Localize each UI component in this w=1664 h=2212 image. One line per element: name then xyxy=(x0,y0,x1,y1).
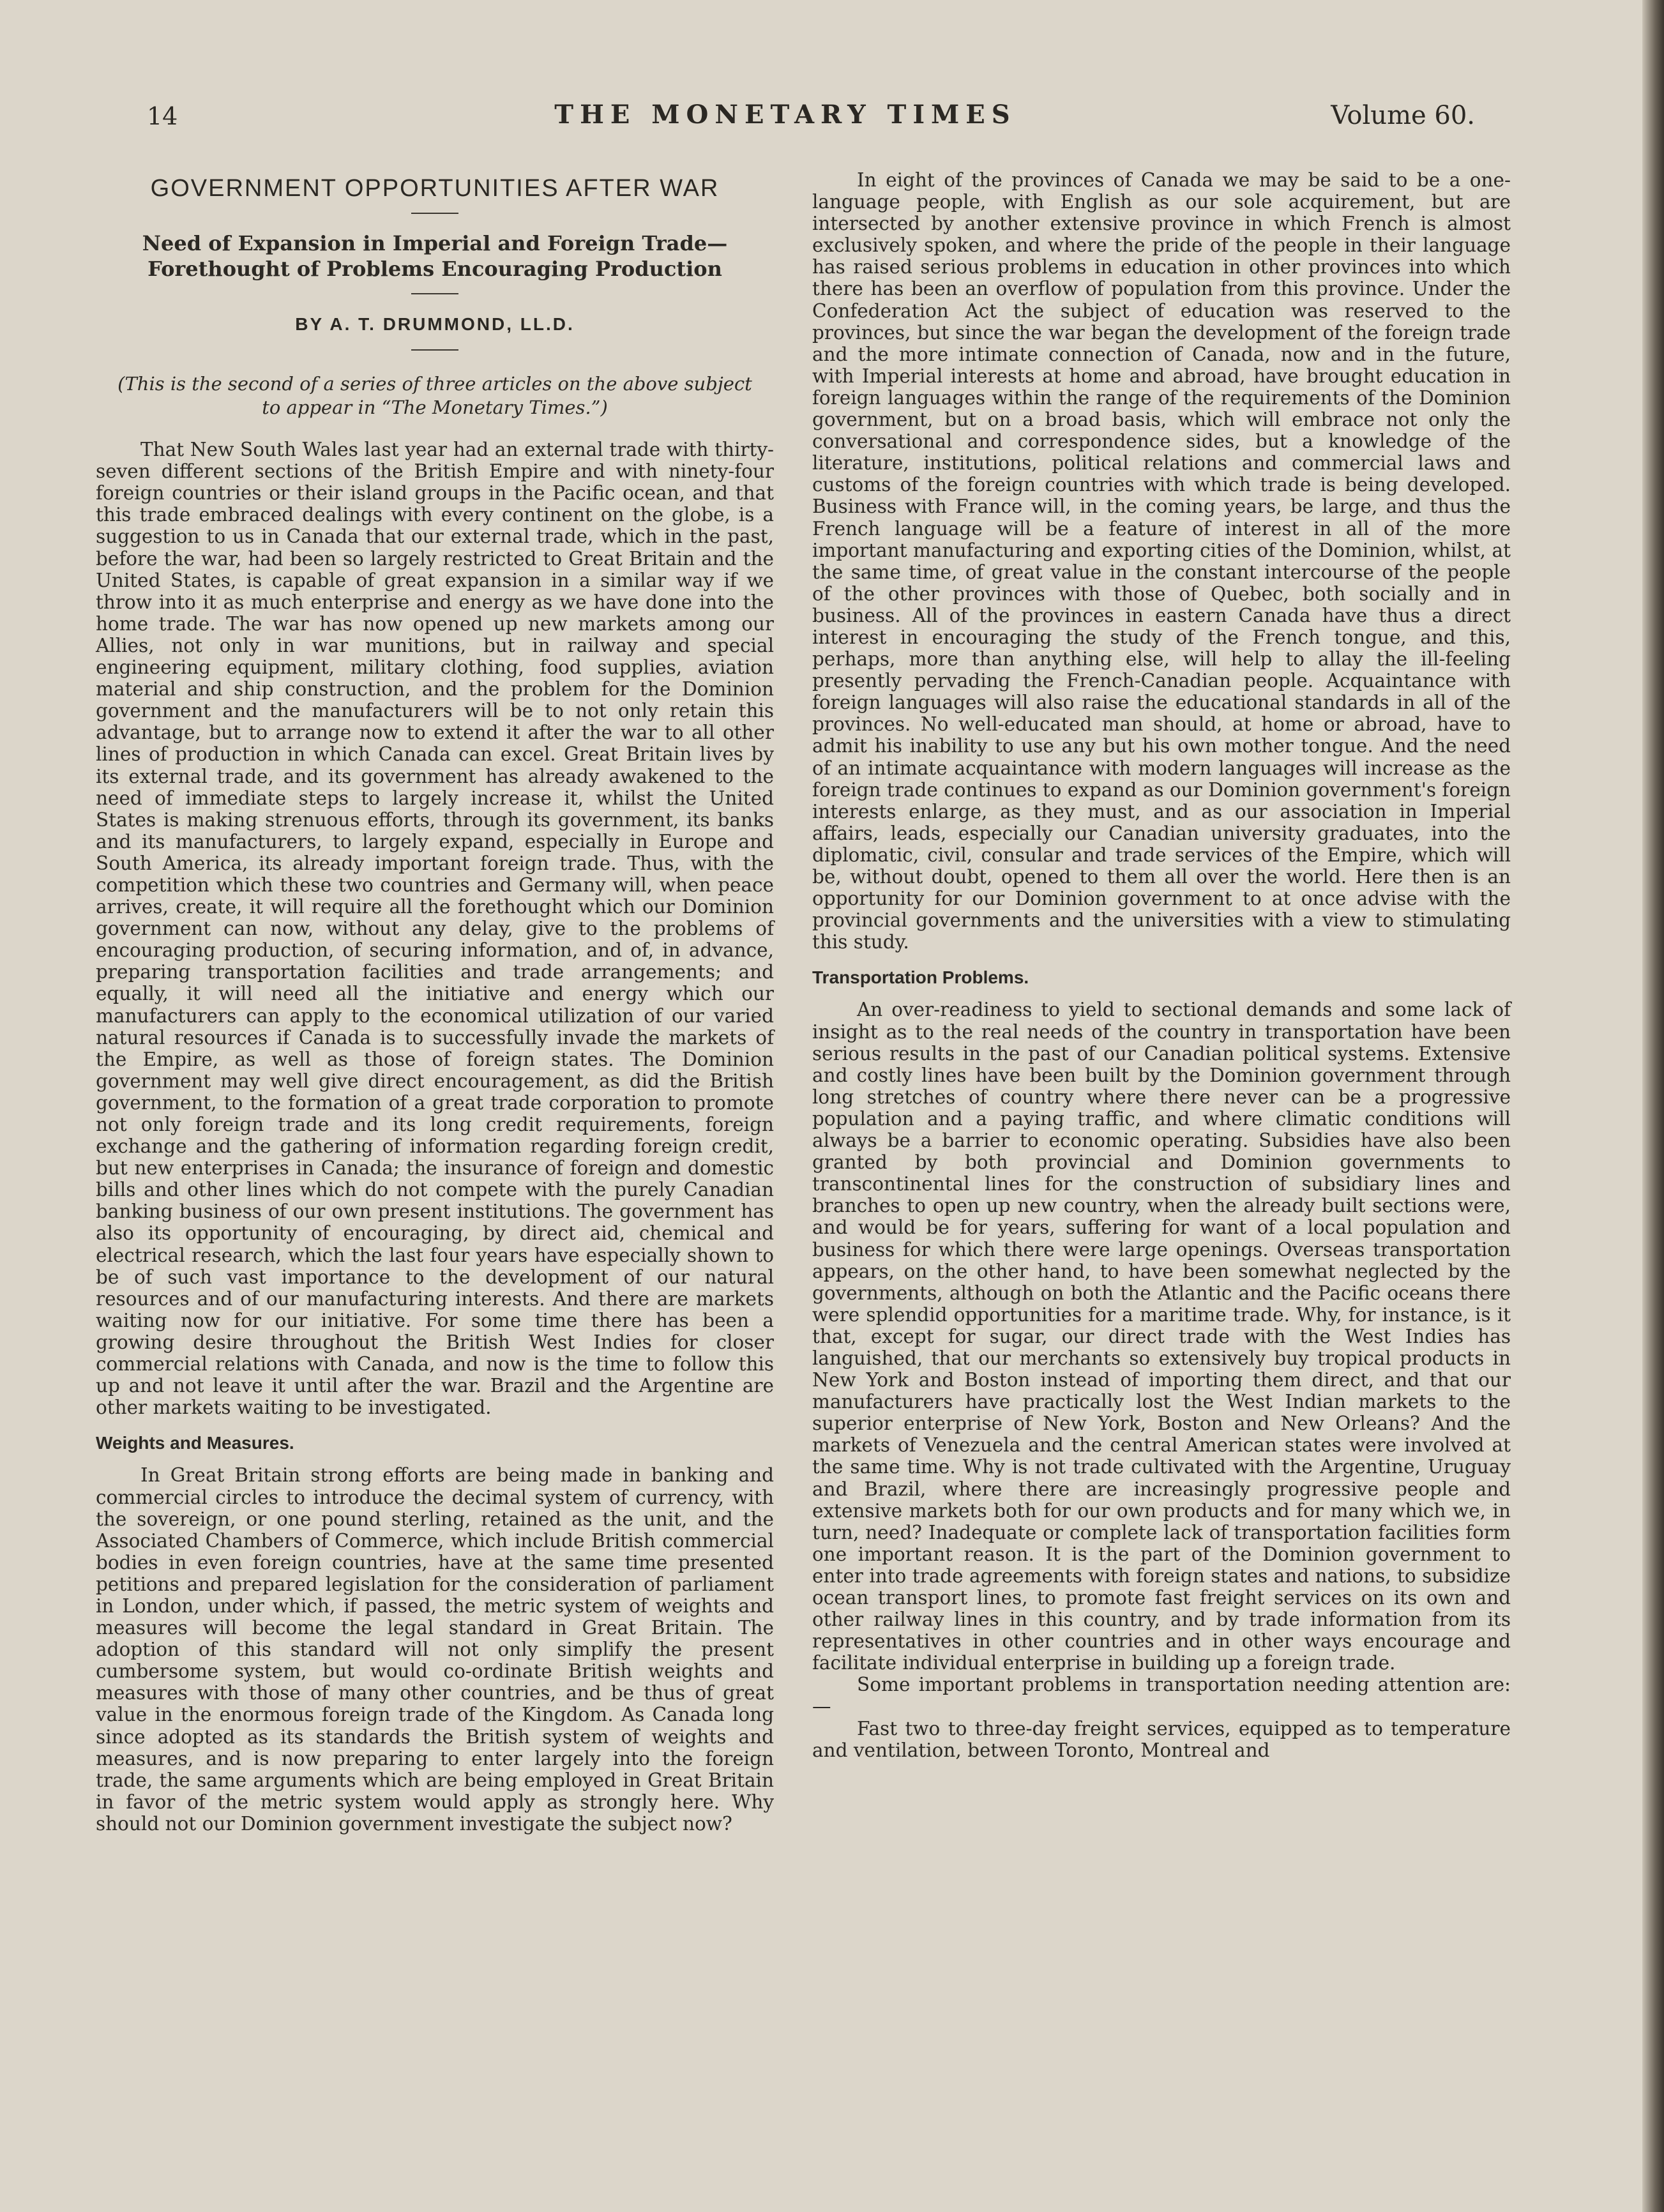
paragraph-intro: That New South Wales last year had an external trade with thirty-seven different sections of the British Empire and with ninety-four foreign countries or their island groups in the Pacific ocean, and that this trade embraced dealings with every continent on the globe, is a suggestion to us in Canada that our external trade, which in the past, before the war, had been so largely restricted to Great Britain and the United States, is capable of great expansion in a similar way if we throw into it as much enterprise and energy as we have done into the home trade. The war has now opened up new markets among our Allies, not only in war munitions, but in railway and special engineering equipment, military clothing, food supplies, aviation material and ship construction, and the problem for the Dominion government and the manufacturers will be to not only retain this advantage, but to arrange now to extend it after the war to all other lines of production in which Canada can excel. Great Britain lives by its external trade, and its government has already awakened to the need of immediate steps to largely increase it, whilst the United States is making strenuous efforts, through its government, its banks and its manufacturers, to largely expand, especially in Europe and South America, its already important foreign trade. Thus, with the competition which these two countries and Germany will, when peace arrives, create, it will require all the forethought which our Dominion government can now, without any delay, give to the problems of encouraging production, of securing information, and of, in advance, preparing transportation facilities and trade arrangements; and equally, it will need all the initiative and energy which our manufacturers can apply to the economical utilization of our varied natural resources if Canada is to successfully invade the markets of the Empire, as well as those of foreign states. The Dominion government may well give direct encouragement, as did the British government, to the formation of a great trade corporation to promote not only foreign trade and its long credit requirements, foreign exchange and the gathering of information regarding foreign credit, but new enterprises in Canada; the insurance of foreign and domestic bills and other lines which do not compete with the purely Canadian banking business of our own present institutions. The government has also its opportunity of encouraging, by direct aid, chemical and electrical research, which the last four years have especially shown to be of such vast importance to the development of our natural resources and of our manufacturing interests. And there are markets waiting now for our initiative. For some time there has been a growing desire throughout the British West Indies for closer commercial relations with Canada, and now is the time to follow this up and not leave it until after the war. Brazil and the Argentine are other markets waiting to be investigated. xyxy=(96,439,774,1419)
paragraph-transportation: An over-readiness to yield to sectional demands and some lack of insight as to the real needs of the country in transportation have been serious results in the past of our Canadian political systems. Extensive and costly lines have been built by the Dominion government through long stretches of country where there never can be a progressive population and a paying traffic, and where climatic conditions will always be a barrier to economic operating. Subsidies have also been granted by both provincial and Dominion governments to transcontinental lines for the construction of subsidiary lines and branches to open up new country, when the already built sections were, and would be for years, suffering for want of a local population and business for which there were large openings. Overseas transportation appears, on the other hand, to have been somewhat neglected by the governments, although on both the Atlantic and the Pacific oceans there were splendid opportunities for a maritime trade. Why, for instance, is it that, except for sugar, our direct trade with the West Indies has languished, that our merchants so extensively buy tropical products in New York and Boston instead of importing them direct, and that our manufacturers have practically lost the West Indian markets to the superior enterprise of New York, Boston and New Orleans? And the markets of Venezuela and the central American states were involved at the same time. Why is not trade cultivated with the Argentine, Uruguay and Brazil, where there are increasingly progressive people and extensive markets both for our own products and for many which we, in turn, need? Inadequate or complete lack of transportation facilities form one important reason. It is the part of the Dominion government to enter into trade agreements with foreign states and nations, to subsidize ocean transport lines, to promote fast freight services on its own and other railway lines in this country, and by trade information from its representatives in other countries and in other ways encourage and facilitate individual enterprise in building up a foreign trade. xyxy=(812,999,1511,1674)
paragraph-problems-intro: Some important problems in transportation needing attention are:— xyxy=(812,1674,1511,1718)
subtitle-rule xyxy=(411,293,458,294)
volume-label: Volume 60. xyxy=(1331,101,1475,130)
byline: BY A. T. DRUMMOND, LL.D. xyxy=(295,314,575,334)
paragraph-languages: In eight of the provinces of Canada we may be said to be a one-language people, with English as our sole acquirement, but are intersected by another extensive province in which French is almost exclusively spoken, and where the pride of the people in their language has raised serious problems in education in other provinces into which there has been an overflow of population from this province. Under the Confederation Act the subject of education was reserved to the provinces, but since the war began the development of the foreign trade and the more intimate connection of Canada, now and in the future, with Imperial interests at home and abroad, have brought education in foreign languages within the range of the requirements of the Dominion government, but on a broad basis, which will embrace not only the conversational and correspondence sides, but a knowledge of the literature, institutions, political relations and commercial laws and customs of the foreign countries with which trade is being developed. Business with France will, in the coming years, be large, and thus the French language will be a feature of interest in all of the more important manufacturing and exporting cities of the Dominion, whilst, at the same time, of great value in the constant intercourse of the people of the other provinces with those of Quebec, both socially and in business. All of the provinces in eastern Canada have thus a direct interest in encouraging the study of the French tongue, and this, perhaps, more than anything else, will help to allay the ill-feeling presently pervading the French-Canadian people. Acquaintance with foreign languages will also raise the educational standards in all of the provinces. No well-educated man should, at home or abroad, have to admit his inability to use any but his own mother tongue. And the need of an intimate acquaintance with modern languages will increase as the foreign trade continues to expand as our Dominion government's foreign interests enlarge, as they must, and as our association in Imperial affairs, leads, especially our Canadian university graduates, into the diplomatic, civil, consular and trade services of the Empire, which will be, without doubt, opened to them all over the world. Here then is an opportunity for our Dominion government to at once advise with the provincial governments and the universities with a view to stimulating this study. xyxy=(812,169,1511,953)
paragraph-weights: In Great Britain strong efforts are being made in banking and commercial circles to introduce the decimal system of currency, with the sovereign, or one pound sterling, retained as the unit, and the Associated Chambers of Commerce, which include British commercial bodies in even foreign countries, have at the same time presented petitions and prepared legislation for the consideration of parliament in London, under which, if passed, the metric system of weights and measures will become the legal standard in Great Britain. The adoption of this standard will not only simplify the present cumbersome system, but would co-ordinate British weights and measures with those of many other countries, and be thus of great value in the enormous foreign trade of the Kingdom. As Canada long since adopted as its standards the British system of weights and measures, and is now preparing to enter largely into the foreign trade, the same arguments which are being employed in Great Britain in favor of the metric system would apply as strongly here. Why should not our Dominion government investigate the subject now? xyxy=(96,1464,774,1835)
section-heading-transportation: Transportation Problems. xyxy=(812,967,1029,988)
article-title: GOVERNMENT OPPORTUNITIES AFTER WAR xyxy=(150,175,720,202)
article-subtitle: Need of Expansion in Imperial and Foreign Trade—Forethought of Problems Encouraging Production xyxy=(142,231,728,281)
paragraph-freight: Fast two to three-day freight services, equipped as to temperature and ventilation, between Toronto, Montreal and xyxy=(812,1717,1511,1761)
page-number: 14 xyxy=(147,102,178,130)
byline-rule xyxy=(411,349,458,351)
page-header xyxy=(96,96,1475,140)
right-column xyxy=(812,169,1511,1761)
page-binding-edge xyxy=(1642,0,1664,2212)
section-heading-weights: Weights and Measures. xyxy=(96,1433,294,1453)
series-note: (This is the second of a series of three articles on the above subject to appear in “The Monetary Times.”) xyxy=(117,373,752,419)
title-rule xyxy=(411,213,458,214)
left-column xyxy=(96,169,774,1835)
publication-title: THE MONETARY TIMES xyxy=(554,100,1017,130)
